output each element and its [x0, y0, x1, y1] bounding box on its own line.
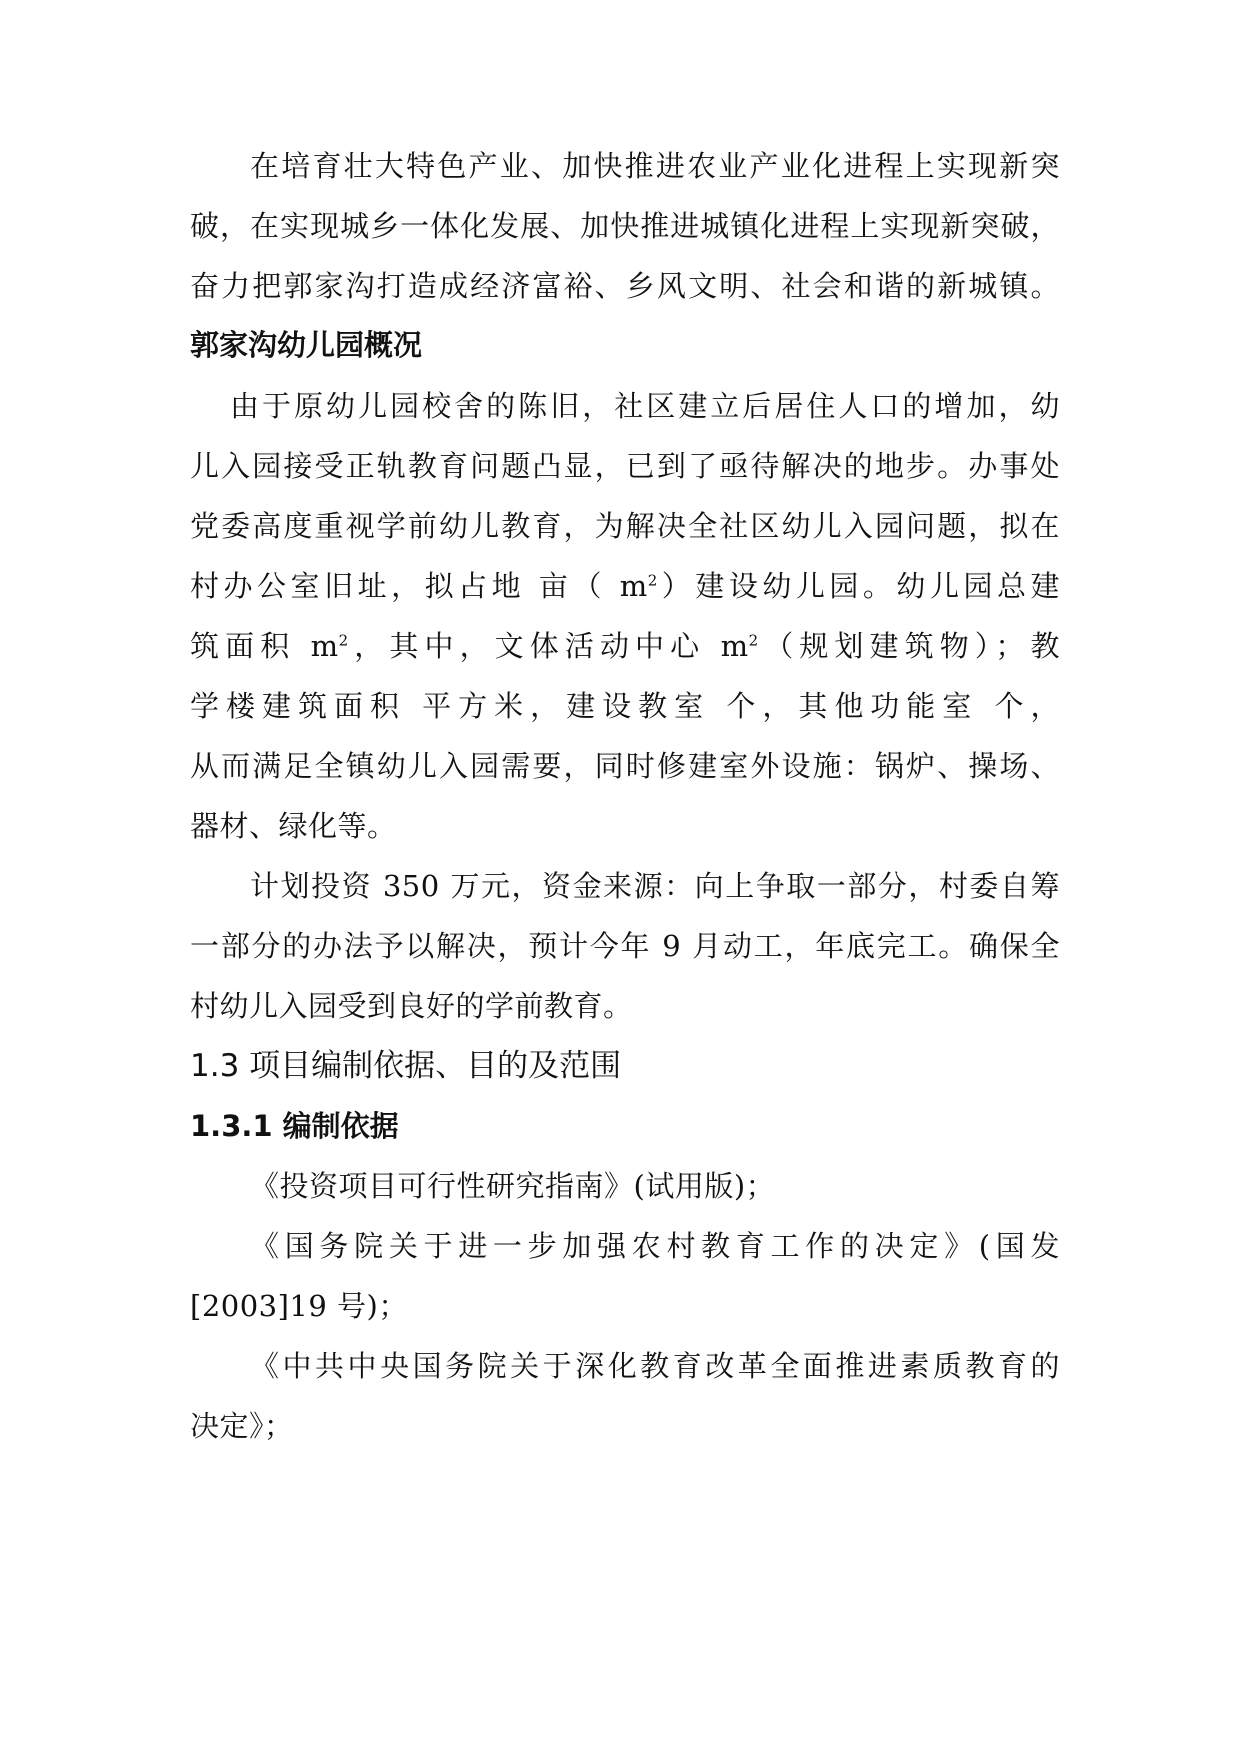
overview-line-5-part-c: （规划建筑物）；教 — [758, 629, 1061, 663]
overview-line-2: 儿入园接受正轨教育问题凸显，已到了亟待解决的地步。办事处 — [190, 449, 1060, 483]
overview-line-5-part-a: 筑面积 m — [190, 629, 339, 663]
section-heading-1-3: 1.3 项目编制依据、目的及范围 — [190, 1048, 622, 1084]
overview-line-1: 由于原幼儿园校舍的陈旧，社区建立后居住人口的增加，幼 — [230, 389, 1060, 423]
superscript-2: 2 — [338, 631, 349, 650]
overview-line-8: 器材、绿化等。 — [190, 809, 397, 843]
investment-line-2: 一部分的办法予以解决，预计今年 9 月动工，年底完工。确保全 — [190, 929, 1060, 963]
investment-line-3: 村幼儿入园受到良好的学前教育。 — [190, 989, 633, 1023]
basis-item-2-line-2: [2003]19 号)； — [190, 1289, 408, 1323]
overview-line-4 — [190, 566, 1060, 606]
basis-item-3-line-1: 《中共中央国务院关于深化教育改革全面推进素质教育的 — [250, 1349, 1060, 1383]
overview-line-7: 从而满足全镇幼儿入园需要，同时修建室外设施：锅炉、操场、 — [190, 749, 1060, 783]
basis-item-3-line-2: 决定》； — [190, 1409, 294, 1443]
basis-item-2-line-1: 《国务院关于进一步加强农村教育工作的决定》(国发 — [250, 1229, 1060, 1263]
overview-line-3: 党委高度重视学前幼儿教育，为解决全社区幼儿入园问题，拟在 — [190, 509, 1060, 543]
superscript-2: 2 — [647, 571, 658, 590]
section-heading-overview: 郭家沟幼儿园概况 — [190, 328, 423, 362]
overview-line-4-part-a: 村办公室旧址，拟占地 亩（ m — [190, 569, 648, 603]
overview-line-5 — [190, 626, 1060, 666]
intro-line-2: 破，在实现城乡一体化发展、加快推进城镇化进程上实现新突破， — [190, 209, 1060, 243]
subsection-heading-1-3-1: 1.3.1 编制依据 — [190, 1109, 399, 1143]
overview-line-6: 学楼建筑面积 平方米，建设教室 个，其他功能室 个， — [190, 689, 1060, 723]
investment-line-1: 计划投资 350 万元，资金来源：向上争取一部分，村委自筹 — [250, 869, 1060, 903]
intro-line-3: 奋力把郭家沟打造成经济富裕、乡风文明、社会和谐的新城镇。 — [190, 269, 1060, 303]
intro-line-1: 在培育壮大特色产业、加快推进农业产业化进程上实现新突 — [250, 149, 1060, 183]
basis-item-1: 《投资项目可行性研究指南》(试用版)； — [250, 1169, 776, 1203]
overview-line-5-part-b: ，其中，文体活动中心 m — [348, 629, 749, 663]
superscript-2: 2 — [748, 631, 759, 650]
overview-line-4-part-b: ）建设幼儿园。幼儿园总建 — [657, 569, 1060, 603]
